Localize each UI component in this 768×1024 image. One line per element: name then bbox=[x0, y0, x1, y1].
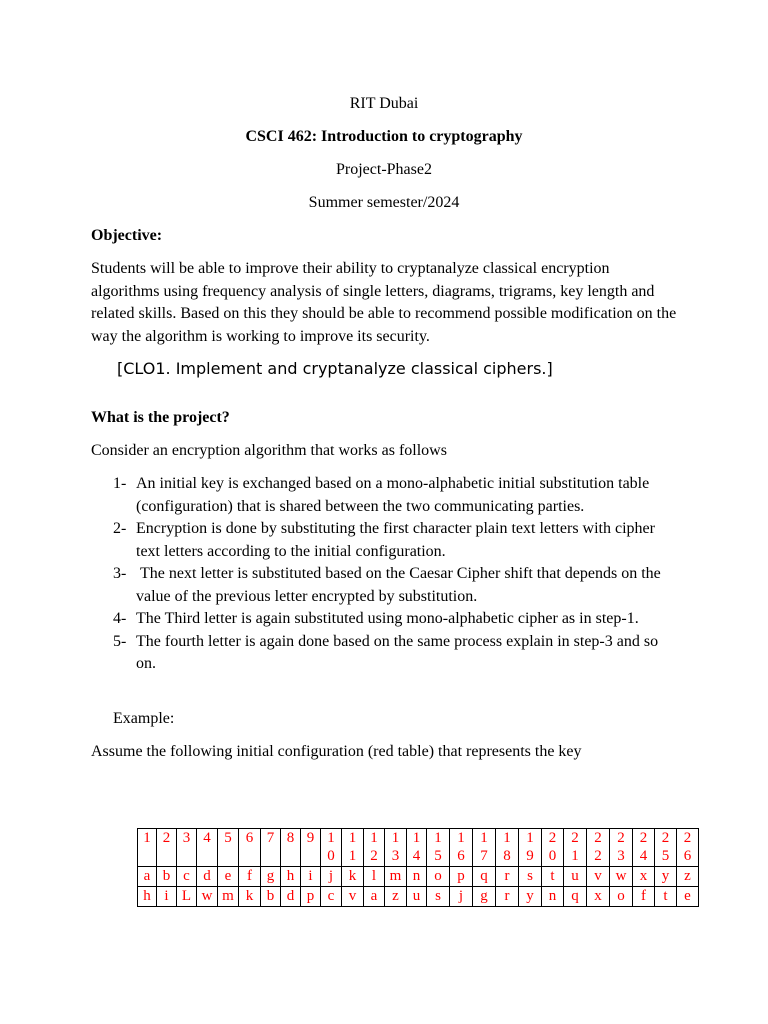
step-text: An initial key is exchanged based on a mono-alphabetic initial substitution table (configuration) that is shared between the two communicating parties. bbox=[136, 475, 650, 515]
table-cell-number: 2 6 bbox=[677, 829, 699, 867]
table-cell-number: 9 bbox=[301, 829, 321, 867]
step-text: The next letter is substituted based on the Caesar Cipher shift that depends on the value of the previous letter encrypted by substitution. bbox=[136, 565, 665, 605]
table-cell-number: 2 4 bbox=[633, 829, 655, 867]
list-item bbox=[113, 631, 681, 676]
table-cell-cipher: t bbox=[655, 887, 677, 907]
objective-text: Students will be able to improve their ability to cryptanalyze classical encryption algorithms using frequency analysis of single letters, diagrams, trigrams, key length and related skills. Based on this they should be able to recommend possible modification on the way the algorithm is working to improve its security. bbox=[91, 260, 677, 345]
step-number: 5- bbox=[113, 632, 127, 650]
table-cell-plain: r bbox=[496, 867, 519, 887]
table-cell-cipher: o bbox=[610, 887, 633, 907]
table-cell-plain: t bbox=[542, 867, 564, 887]
list-item bbox=[113, 608, 681, 631]
course-title: CSCI 462: Introduction to cryptography bbox=[245, 128, 523, 145]
table-cell-plain: g bbox=[261, 867, 281, 887]
table-cell-cipher: L bbox=[177, 887, 197, 907]
table-cell-cipher: m bbox=[218, 887, 239, 907]
project-intro: Consider an encryption algorithm that works as follows bbox=[91, 442, 447, 459]
table-cell-cipher: h bbox=[138, 887, 157, 907]
step-text: Encryption is done by substituting the first character plain text letters with cipher text letters according to the initial configuration. bbox=[136, 520, 655, 560]
table-cell-plain: c bbox=[177, 867, 197, 887]
table-cell-cipher: a bbox=[364, 887, 385, 907]
table-cell-plain: o bbox=[427, 867, 450, 887]
table-cell-number: 1 1 bbox=[342, 829, 364, 867]
table-cell-number: 2 1 bbox=[564, 829, 587, 867]
table-cell-plain: w bbox=[610, 867, 633, 887]
table-cell-cipher: y bbox=[519, 887, 542, 907]
table-cell-plain: u bbox=[564, 867, 587, 887]
table-cell-plain: y bbox=[655, 867, 677, 887]
list-item bbox=[113, 473, 681, 518]
example-label: Example: bbox=[113, 710, 175, 727]
table-row-numbers bbox=[138, 829, 699, 867]
project-heading: What is the project? bbox=[91, 409, 230, 426]
table-cell-plain: n bbox=[407, 867, 427, 887]
table-cell-number: 2 2 bbox=[587, 829, 610, 867]
project-phase: Project-Phase2 bbox=[336, 161, 432, 178]
table-cell-cipher: x bbox=[587, 887, 610, 907]
table-cell-number: 1 4 bbox=[407, 829, 427, 867]
table-cell-plain: k bbox=[342, 867, 364, 887]
table-cell-cipher: i bbox=[157, 887, 177, 907]
table-cell-plain: l bbox=[364, 867, 385, 887]
table-cell-cipher: p bbox=[301, 887, 321, 907]
table-cell-plain: i bbox=[301, 867, 321, 887]
objective-heading: Objective: bbox=[91, 227, 163, 244]
table-cell-cipher: r bbox=[496, 887, 519, 907]
table-cell-plain: j bbox=[321, 867, 342, 887]
table-cell-number: 1 3 bbox=[385, 829, 407, 867]
table-cell-cipher: c bbox=[321, 887, 342, 907]
table-cell-cipher: w bbox=[197, 887, 218, 907]
table-cell-number: 5 bbox=[218, 829, 239, 867]
step-number: 2- bbox=[113, 520, 127, 537]
table-cell-number: 1 5 bbox=[427, 829, 450, 867]
table-cell-number: 4 bbox=[197, 829, 218, 867]
table-cell-plain: v bbox=[587, 867, 610, 887]
table-cell-cipher: n bbox=[542, 887, 564, 907]
table-cell-plain: b bbox=[157, 867, 177, 887]
table-cell-cipher: k bbox=[239, 887, 261, 907]
table-cell-number: 1 2 bbox=[364, 829, 385, 867]
table-cell-number: 7 bbox=[261, 829, 281, 867]
table-cell-number: 2 5 bbox=[655, 829, 677, 867]
table-cell-number: 2 0 bbox=[542, 829, 564, 867]
table-cell-cipher: f bbox=[633, 887, 655, 907]
assume-text: Assume the following initial configuration (red table) that represents the key bbox=[91, 743, 582, 760]
table-row-plain bbox=[138, 867, 699, 887]
table-cell-plain: x bbox=[633, 867, 655, 887]
table-row-cipher bbox=[138, 887, 699, 907]
table-cell-cipher: v bbox=[342, 887, 364, 907]
table-cell-plain: f bbox=[239, 867, 261, 887]
table-cell-number: 1 8 bbox=[496, 829, 519, 867]
step-number: 1- bbox=[113, 475, 127, 492]
table-cell-number: 1 7 bbox=[473, 829, 496, 867]
table-cell-number: 2 bbox=[157, 829, 177, 867]
steps-list bbox=[113, 473, 681, 676]
table-cell-plain: h bbox=[281, 867, 301, 887]
step-number: 3- bbox=[113, 565, 127, 582]
configuration-table bbox=[137, 828, 699, 907]
table-cell-cipher: q bbox=[564, 887, 587, 907]
table-cell-number: 1 bbox=[138, 829, 157, 867]
table-cell-number: 2 3 bbox=[610, 829, 633, 867]
table-cell-plain: e bbox=[218, 867, 239, 887]
table-cell-plain: s bbox=[519, 867, 542, 887]
table-cell-cipher: e bbox=[677, 887, 699, 907]
step-text: The Third letter is again substituted using mono-alphabetic cipher as in step-1. bbox=[136, 610, 639, 627]
list-item bbox=[113, 563, 681, 608]
table-cell-cipher: u bbox=[407, 887, 427, 907]
table-cell-plain: q bbox=[473, 867, 496, 887]
table-cell-plain: z bbox=[677, 867, 699, 887]
step-number: 4- bbox=[113, 610, 127, 627]
table-cell-number: 8 bbox=[281, 829, 301, 867]
institution-title: RIT Dubai bbox=[349, 95, 419, 112]
table-cell-number: 1 0 bbox=[321, 829, 342, 867]
table-cell-cipher: j bbox=[450, 887, 473, 907]
semester: Summer semester/2024 bbox=[308, 194, 460, 211]
table-cell-number: 3 bbox=[177, 829, 197, 867]
list-item bbox=[113, 518, 681, 563]
table-cell-number: 1 6 bbox=[450, 829, 473, 867]
table-cell-cipher: g bbox=[473, 887, 496, 907]
table-cell-cipher: b bbox=[261, 887, 281, 907]
table-cell-number: 1 9 bbox=[519, 829, 542, 867]
table-cell-plain: m bbox=[385, 867, 407, 887]
table-cell-cipher: s bbox=[427, 887, 450, 907]
table-cell-plain: p bbox=[450, 867, 473, 887]
table-cell-plain: d bbox=[197, 867, 218, 887]
table-cell-number: 6 bbox=[239, 829, 261, 867]
step-text: The fourth letter is again done based on the same process explain in step-3 and so on. bbox=[136, 632, 659, 672]
table-cell-plain: a bbox=[138, 867, 157, 887]
clo-statement: [CLO1. Implement and cryptanalyze classical ciphers.] bbox=[117, 359, 553, 378]
table-cell-cipher: z bbox=[385, 887, 407, 907]
table-cell-cipher: d bbox=[281, 887, 301, 907]
